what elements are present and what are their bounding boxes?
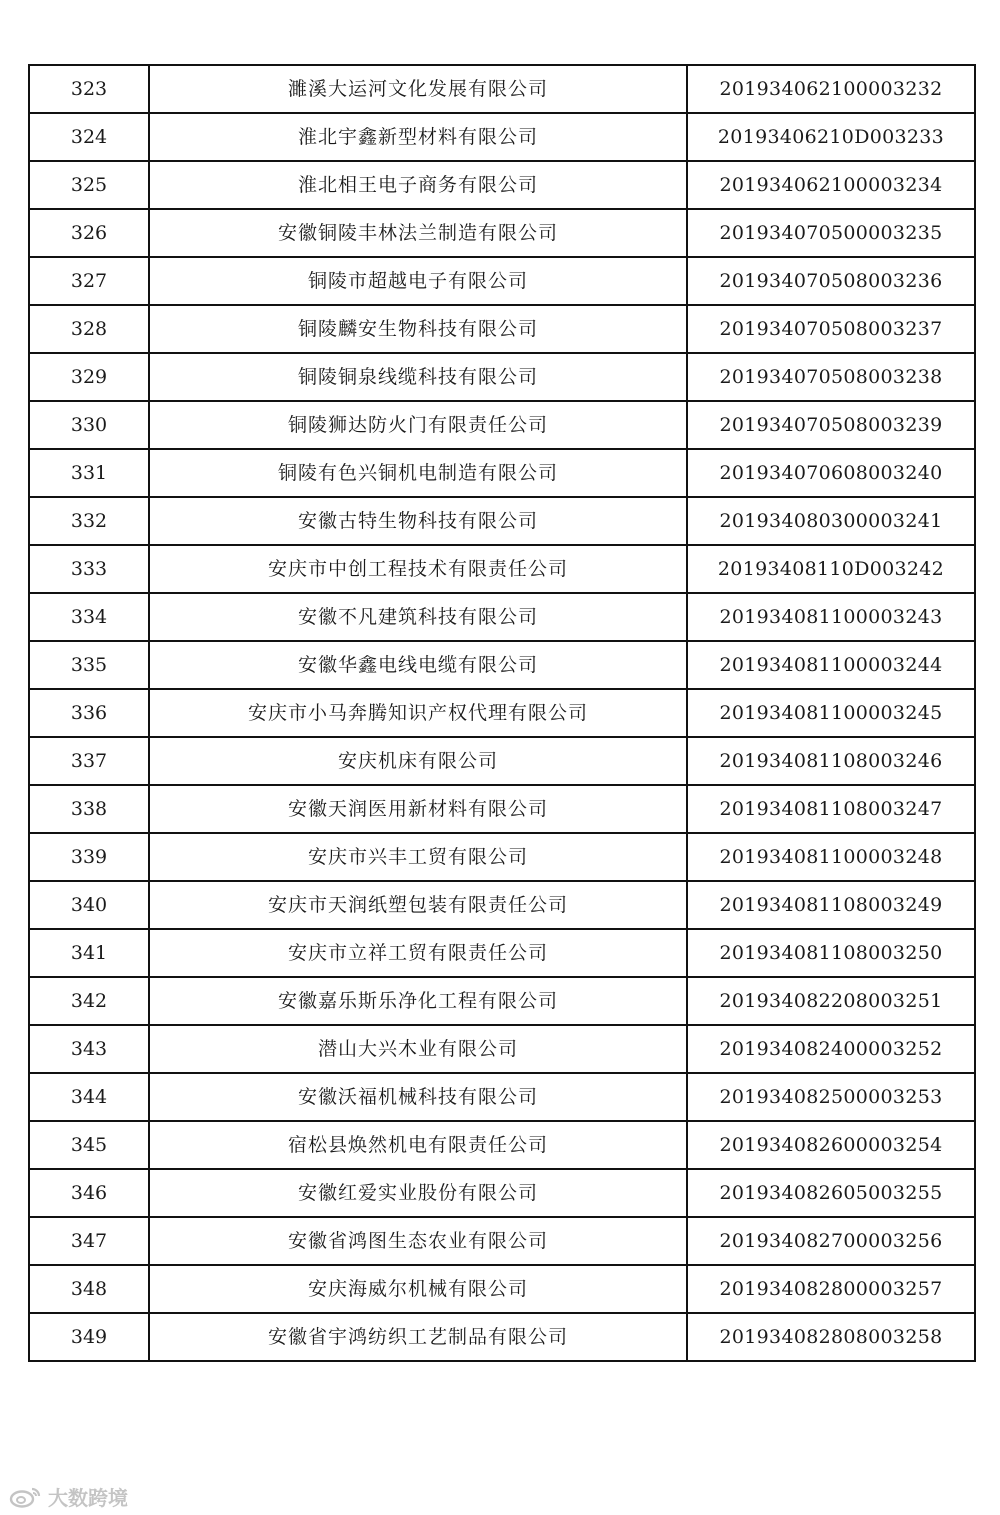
row-number: 338 xyxy=(29,785,149,833)
registration-code: 201934081100003243 xyxy=(687,593,975,641)
registration-code: 201934082600003254 xyxy=(687,1121,975,1169)
table-row xyxy=(29,785,975,833)
row-number: 337 xyxy=(29,737,149,785)
registration-code: 201934070508003237 xyxy=(687,305,975,353)
table-row xyxy=(29,305,975,353)
registration-code: 201934062100003234 xyxy=(687,161,975,209)
row-number: 333 xyxy=(29,545,149,593)
table-row xyxy=(29,545,975,593)
row-number: 339 xyxy=(29,833,149,881)
table-row xyxy=(29,1265,975,1313)
row-number: 331 xyxy=(29,449,149,497)
table-row xyxy=(29,1025,975,1073)
table-row xyxy=(29,833,975,881)
registration-code: 201934081100003248 xyxy=(687,833,975,881)
row-number: 336 xyxy=(29,689,149,737)
table-row xyxy=(29,1073,975,1121)
company-name: 淮北相王电子商务有限公司 xyxy=(149,161,687,209)
company-name: 安徽红爱实业股份有限公司 xyxy=(149,1169,687,1217)
company-name: 潜山大兴木业有限公司 xyxy=(149,1025,687,1073)
company-name: 安庆机床有限公司 xyxy=(149,737,687,785)
company-name: 铜陵市超越电子有限公司 xyxy=(149,257,687,305)
registration-code: 201934070508003236 xyxy=(687,257,975,305)
registration-code: 20193406210D003233 xyxy=(687,113,975,161)
table-row xyxy=(29,1217,975,1265)
registration-code: 201934080300003241 xyxy=(687,497,975,545)
company-name: 安徽不凡建筑科技有限公司 xyxy=(149,593,687,641)
table-row xyxy=(29,641,975,689)
row-number: 326 xyxy=(29,209,149,257)
company-name: 安徽铜陵丰林法兰制造有限公司 xyxy=(149,209,687,257)
row-number: 334 xyxy=(29,593,149,641)
table-row xyxy=(29,353,975,401)
row-number: 344 xyxy=(29,1073,149,1121)
registration-code: 201934082700003256 xyxy=(687,1217,975,1265)
row-number: 328 xyxy=(29,305,149,353)
row-number: 343 xyxy=(29,1025,149,1073)
company-name: 安徽嘉乐斯乐净化工程有限公司 xyxy=(149,977,687,1025)
row-number: 329 xyxy=(29,353,149,401)
table-row xyxy=(29,401,975,449)
registration-code: 201934070508003239 xyxy=(687,401,975,449)
table-row xyxy=(29,449,975,497)
row-number: 346 xyxy=(29,1169,149,1217)
row-number: 348 xyxy=(29,1265,149,1313)
registration-code: 201934082800003257 xyxy=(687,1265,975,1313)
watermark xyxy=(8,1482,128,1511)
table-row xyxy=(29,65,975,113)
registration-code: 201934081108003249 xyxy=(687,881,975,929)
row-number: 325 xyxy=(29,161,149,209)
row-number: 330 xyxy=(29,401,149,449)
company-name: 安庆海威尔机械有限公司 xyxy=(149,1265,687,1313)
table-row xyxy=(29,113,975,161)
registration-code: 201934081108003246 xyxy=(687,737,975,785)
row-number: 323 xyxy=(29,65,149,113)
company-name: 安庆市兴丰工贸有限公司 xyxy=(149,833,687,881)
table-row xyxy=(29,1313,975,1361)
company-name: 宿松县焕然机电有限责任公司 xyxy=(149,1121,687,1169)
company-name: 铜陵铜泉线缆科技有限公司 xyxy=(149,353,687,401)
company-name: 安徽省鸿图生态农业有限公司 xyxy=(149,1217,687,1265)
registration-code: 201934070508003238 xyxy=(687,353,975,401)
company-registry-table xyxy=(28,64,976,1362)
table-row xyxy=(29,689,975,737)
company-name: 安徽天润医用新材料有限公司 xyxy=(149,785,687,833)
table-row xyxy=(29,1121,975,1169)
row-number: 324 xyxy=(29,113,149,161)
registration-code: 201934082500003253 xyxy=(687,1073,975,1121)
table-body xyxy=(29,65,975,1361)
company-name: 安庆市立祥工贸有限责任公司 xyxy=(149,929,687,977)
table-row xyxy=(29,161,975,209)
registration-code: 201934082208003251 xyxy=(687,977,975,1025)
table-row xyxy=(29,977,975,1025)
registration-code: 201934070500003235 xyxy=(687,209,975,257)
table-row xyxy=(29,257,975,305)
table-row xyxy=(29,881,975,929)
row-number: 347 xyxy=(29,1217,149,1265)
registration-code: 20193408110D003242 xyxy=(687,545,975,593)
company-name: 安徽沃福机械科技有限公司 xyxy=(149,1073,687,1121)
table-row xyxy=(29,737,975,785)
row-number: 327 xyxy=(29,257,149,305)
registration-code: 201934082605003255 xyxy=(687,1169,975,1217)
weibo-logo-icon xyxy=(8,1485,42,1509)
table-row xyxy=(29,1169,975,1217)
row-number: 335 xyxy=(29,641,149,689)
row-number: 332 xyxy=(29,497,149,545)
company-name: 濉溪大运河文化发展有限公司 xyxy=(149,65,687,113)
watermark-text: 大数跨境 xyxy=(48,1486,128,1510)
company-name: 淮北宇鑫新型材料有限公司 xyxy=(149,113,687,161)
registration-code: 201934082808003258 xyxy=(687,1313,975,1361)
registration-code: 201934081100003244 xyxy=(687,641,975,689)
registration-code: 201934062100003232 xyxy=(687,65,975,113)
table-row xyxy=(29,929,975,977)
row-number: 341 xyxy=(29,929,149,977)
row-number: 349 xyxy=(29,1313,149,1361)
company-name: 安徽省宇鸿纺织工艺制品有限公司 xyxy=(149,1313,687,1361)
company-name: 安徽古特生物科技有限公司 xyxy=(149,497,687,545)
table-row xyxy=(29,593,975,641)
company-name: 安庆市天润纸塑包装有限责任公司 xyxy=(149,881,687,929)
table-row xyxy=(29,209,975,257)
registration-code: 201934081108003250 xyxy=(687,929,975,977)
registration-code: 201934070608003240 xyxy=(687,449,975,497)
company-name: 铜陵有色兴铜机电制造有限公司 xyxy=(149,449,687,497)
row-number: 340 xyxy=(29,881,149,929)
company-name: 铜陵麟安生物科技有限公司 xyxy=(149,305,687,353)
row-number: 345 xyxy=(29,1121,149,1169)
registration-code: 201934081108003247 xyxy=(687,785,975,833)
registration-code: 201934082400003252 xyxy=(687,1025,975,1073)
company-name: 铜陵狮达防火门有限责任公司 xyxy=(149,401,687,449)
company-name: 安庆市小马奔腾知识产权代理有限公司 xyxy=(149,689,687,737)
company-name: 安庆市中创工程技术有限责任公司 xyxy=(149,545,687,593)
table-row xyxy=(29,497,975,545)
registration-code: 201934081100003245 xyxy=(687,689,975,737)
company-name: 安徽华鑫电线电缆有限公司 xyxy=(149,641,687,689)
row-number: 342 xyxy=(29,977,149,1025)
